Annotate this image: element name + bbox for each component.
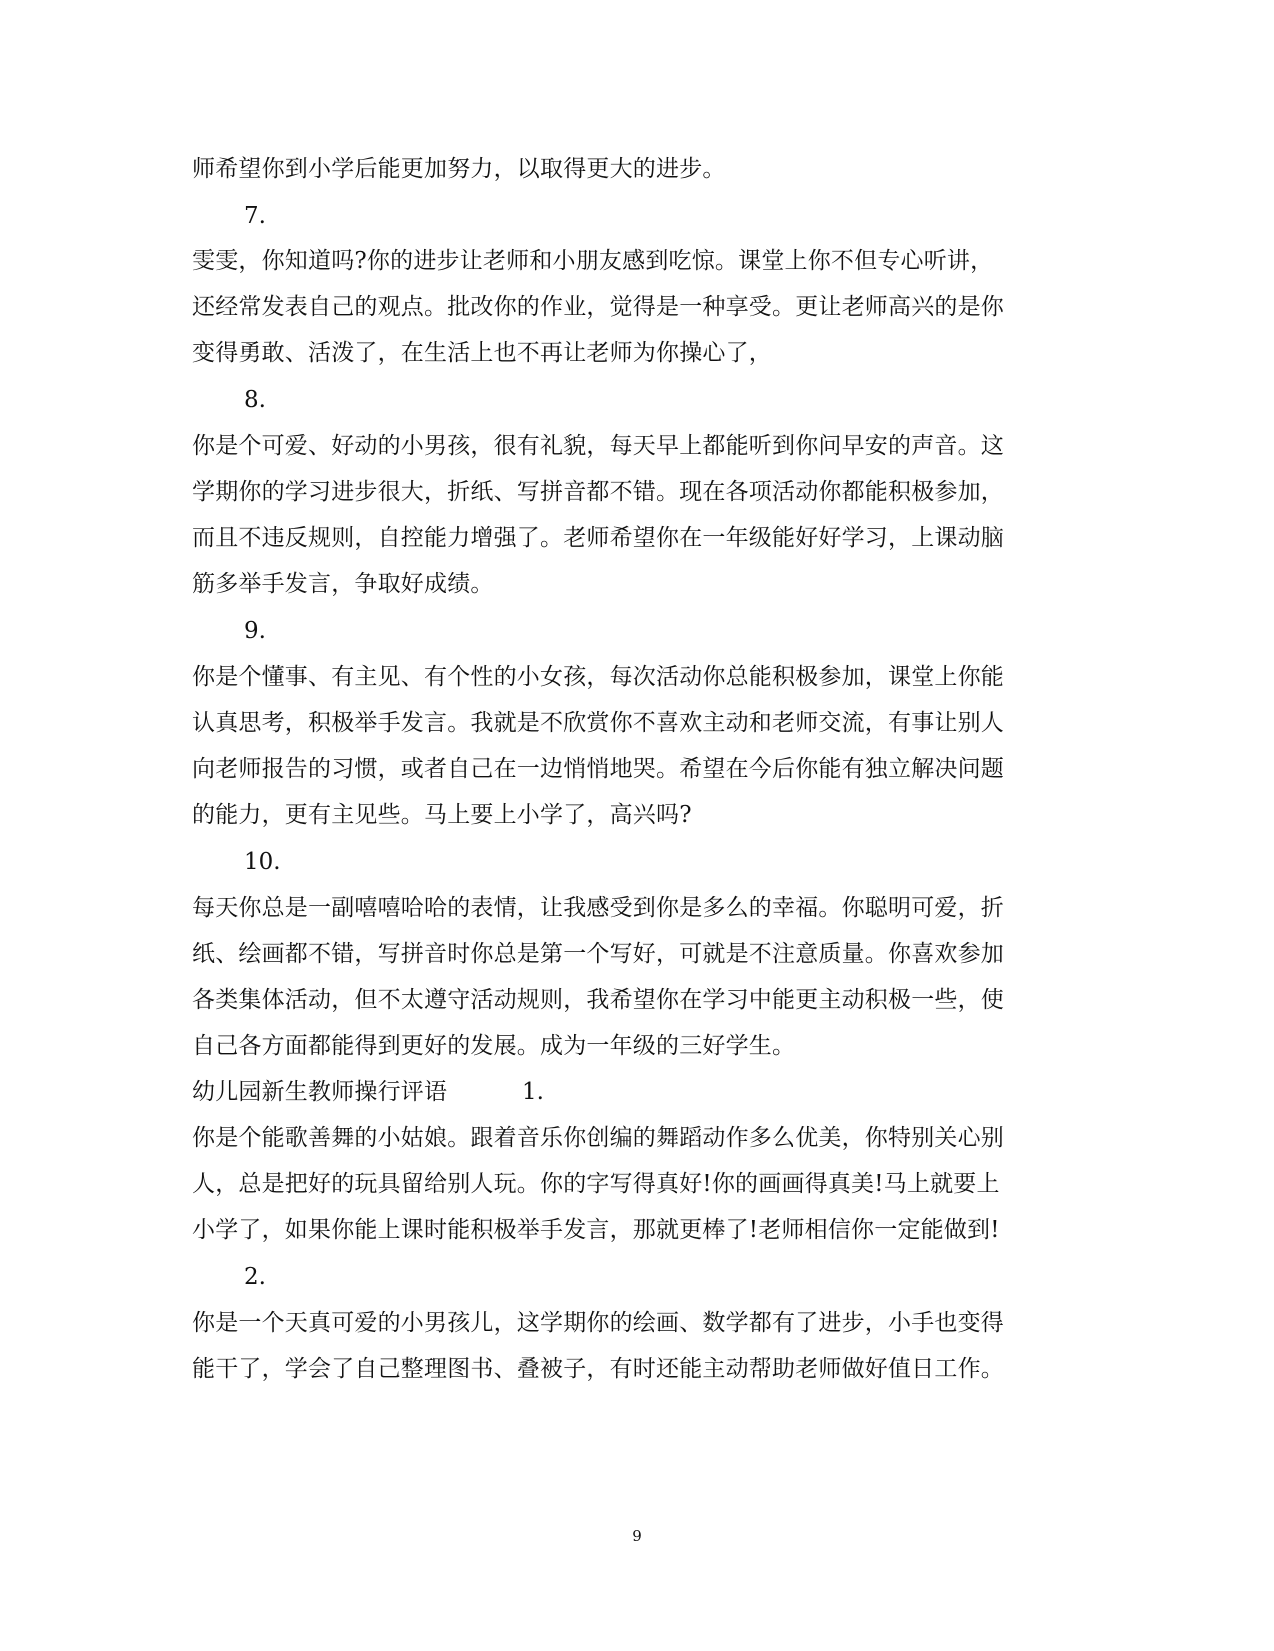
text-line: 各类集体活动，但不太遵守活动规则，我希望你在学习中能更主动积极一些，使 [192,987,1004,1013]
item-number: 9. [244,618,266,644]
item-number: 7. [244,203,266,229]
section-heading: 幼儿园新生教师操行评语 [192,1079,448,1105]
text-line: 你是个懂事、有主见、有个性的小女孩，每次活动你总能积极参加，课堂上你能 [192,664,1004,690]
text-line: 纸、绘画都不错，写拼音时你总是第一个写好，可就是不注意质量。你喜欢参加 [192,941,1004,967]
text-line: 而且不违反规则，自控能力增强了。老师希望你在一年级能好好学习，上课动脑 [192,525,1004,551]
page-number: 9 [632,1527,642,1545]
text-line: 师希望你到小学后能更加努力，以取得更大的进步。 [192,156,726,182]
text-line: 每天你总是一副嘻嘻哈哈的表情，让我感受到你是多么的幸福。你聪明可爱，折 [192,895,1004,921]
item-number: 8. [244,387,266,413]
text-line: 能干了，学会了自己整理图书、叠被子，有时还能主动帮助老师做好值日工作。 [192,1356,1004,1382]
text-line: 人，总是把好的玩具留给别人玩。你的字写得真好!你的画画得真美!马上就要上 [192,1171,1000,1197]
text-line: 还经常发表自己的观点。批改你的作业，觉得是一种享受。更让老师高兴的是你 [192,294,1004,320]
text-line: 你是个可爱、好动的小男孩，很有礼貌，每天早上都能听到你问早安的声音。这 [192,433,1004,459]
text-line: 认真思考，积极举手发言。我就是不欣赏你不喜欢主动和老师交流，有事让别人 [192,710,1004,736]
text-line: 自己各方面都能得到更好的发展。成为一年级的三好学生。 [192,1033,796,1059]
text-line: 变得勇敢、活泼了，在生活上也不再让老师为你操心了， [192,340,772,366]
item-number: 2. [244,1264,266,1290]
text-line: 学期你的学习进步很大，折纸、写拼音都不错。现在各项活动你都能积极参加， [192,479,1004,505]
text-line: 向老师报告的习惯，或者自己在一边悄悄地哭。希望在今后你能有独立解决问题 [192,756,1004,782]
item-number: 10. [244,849,281,875]
text-line: 的能力，更有主见些。马上要上小学了，高兴吗? [192,802,692,828]
item-number: 1. [522,1079,544,1105]
text-line: 小学了，如果你能上课时能积极举手发言，那就更棒了!老师相信你一定能做到! [192,1217,1000,1243]
text-line: 你是一个天真可爱的小男孩儿，这学期你的绘画、数学都有了进步，小手也变得 [192,1310,1004,1336]
text-line: 你是个能歌善舞的小姑娘。跟着音乐你创编的舞蹈动作多么优美，你特别关心别 [192,1125,1004,1151]
text-line: 雯雯，你知道吗?你的进步让老师和小朋友感到吃惊。课堂上你不但专心听讲， [192,248,994,274]
text-line: 筋多举手发言，争取好成绩。 [192,571,494,597]
